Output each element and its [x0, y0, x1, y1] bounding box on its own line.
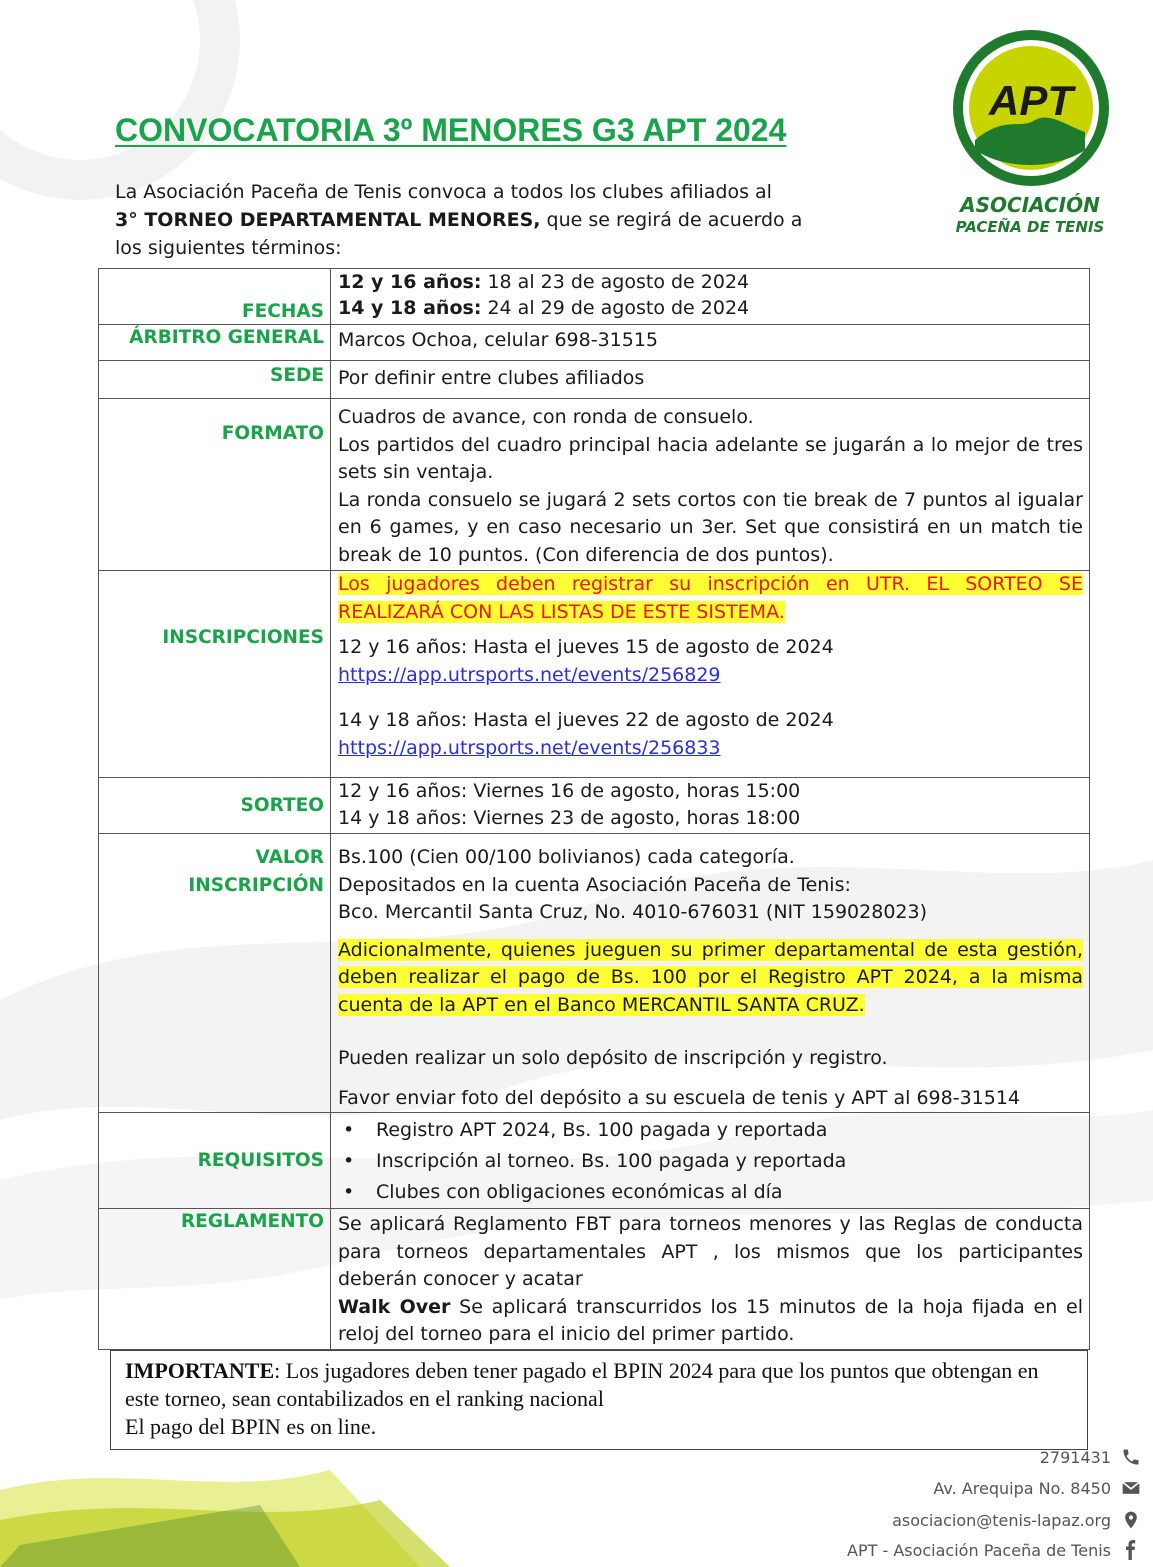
label-formato: FORMATO [99, 399, 331, 571]
utr-link-14-18[interactable]: https://app.utrsports.net/events/256833 [338, 736, 721, 759]
valor-line-5: Favor enviar foto del depósito a su escuela de tenis y APT al 698-31514 [338, 1086, 1021, 1109]
valor-highlight: Adicionalmente, quienes jueguen su primer departamental de esta gestión, deben realizar el pago de Bs. 100 por el Registro APT 2024, a la misma cuenta de la APT en el Banco MERCANTIL SANTA CRUZ. [338, 938, 1083, 1016]
label-valor: VALOR INSCRIPCIÓN [99, 834, 331, 1113]
facebook-text[interactable]: APT - Asociación Paceña de Tenis [847, 1540, 1111, 1560]
utr-warning: Los jugadores deben registrar su inscripción en UTR. EL SORTEO SE REALIZARÁ CON LAS LISTAS DE ESTE SISTEMA. [338, 573, 1083, 623]
svg-text:PACEÑA DE TENIS: PACEÑA DE TENIS [955, 218, 1105, 236]
tennis-ball-logo-icon [925, 20, 1135, 240]
contact-email [892, 1510, 1141, 1530]
value-sorteo [331, 778, 1090, 834]
label-sede: SEDE [99, 361, 331, 399]
label-reglamento: REGLAMENTO [99, 1209, 331, 1350]
valor-line-1: Bs.100 (Cien 00/100 bolivianos) cada categoría. [338, 846, 795, 868]
valor-line-4: Pueden realizar un solo depósito de inscripción y registro. [338, 1047, 888, 1069]
intro-text-2: que se regirá de acuerdo a los siguientes términos: [115, 209, 803, 259]
row-sede [99, 361, 1090, 399]
page-title: CONVOCATORIA 3º MENORES G3 APT 2024 [115, 112, 787, 148]
formato-p2: Los partidos del cuadro principal hacia adelante se jugarán a lo mejor de tres sets sin ventaja. [338, 433, 1083, 483]
row-inscripciones [99, 571, 1090, 778]
row-arbitro [99, 325, 1090, 361]
location-pin-icon [1121, 1510, 1141, 1530]
label-requisitos: REQUISITOS [99, 1113, 331, 1209]
mail-icon [1121, 1478, 1141, 1498]
row-valor [99, 834, 1090, 1113]
sorteo-line-2: 14 y 18 años: Viernes 23 de agosto, horas 18:00 [338, 807, 801, 829]
row-reglamento [99, 1209, 1090, 1350]
value-requisitos [331, 1113, 1090, 1209]
reglamento-text: Se aplicará Reglamento FBT para torneos menores y las Reglas de conducta para torneos departamentales APT , los mismos que los participantes deberán conocer y acatar [338, 1213, 1083, 1290]
value-fechas [331, 269, 1090, 325]
label-arbitro: ÁRBITRO GENERAL [99, 325, 331, 361]
intro-bold-event: 3° TORNEO DEPARTAMENTAL MENORES, [115, 209, 541, 231]
contact-facebook [847, 1540, 1141, 1560]
walk-over-text: Se aplicará transcurridos los 15 minutos de la hoja fijada en el reloj del torneo para el inicio del primer partido. [338, 1295, 1083, 1345]
value-inscripciones [331, 571, 1090, 778]
phone-icon [1121, 1447, 1141, 1467]
fechas-dates-1: 18 al 23 de agosto de 2024 [481, 271, 750, 293]
important-line-2: El pago del BPIN es on line. [125, 1414, 377, 1439]
row-requisitos [99, 1113, 1090, 1209]
sorteo-line-1: 12 y 16 años: Viernes 16 de agosto, horas 15:00 [338, 780, 801, 802]
important-notice [110, 1350, 1088, 1450]
value-reglamento [331, 1209, 1090, 1350]
phone-text: 2791431 [1039, 1447, 1111, 1467]
list-item: • Clubes con obligaciones económicas al día [343, 1181, 783, 1203]
address-text: Av. Arequipa No. 8450 [933, 1478, 1111, 1498]
walk-over-title: Walk Over [338, 1295, 451, 1318]
contact-address [933, 1478, 1141, 1498]
list-item: • Inscripción al torneo. Bs. 100 pagada y reportada [343, 1150, 847, 1172]
apt-logo [925, 20, 1135, 240]
intro-text-1: La Asociación Paceña de Tenis convoca a todos los clubes afiliados al [115, 181, 772, 203]
value-valor [331, 834, 1090, 1113]
list-item: • Registro APT 2024, Bs. 100 pagada y reportada [343, 1119, 828, 1141]
value-arbitro: Marcos Ochoa, celular 698-31515 [331, 325, 1090, 361]
label-fechas: FECHAS [99, 269, 331, 325]
terms-table [98, 268, 1090, 1350]
utr-link-12-16[interactable]: https://app.utrsports.net/events/256829 [338, 663, 721, 686]
row-sorteo [99, 778, 1090, 834]
fechas-cat-2: 14 y 18 años: [338, 297, 482, 319]
fechas-dates-2: 24 al 29 de agosto de 2024 [481, 297, 750, 319]
row-formato [99, 399, 1090, 571]
inscripcion-cat-1: 12 y 16 años: Hasta el jueves 15 de agosto de 2024 [338, 636, 834, 658]
formato-p1: Cuadros de avance, con ronda de consuelo. [338, 406, 754, 428]
formato-p3: La ronda consuelo se jugará 2 sets cortos con tie break de 7 puntos al igualar en 6 games, y en caso necesario un 3er. Set que consistirá en un match tie break de 10 puntos. (Con diferencia de dos puntos). [338, 488, 1083, 566]
valor-line-2: Depositados en la cuenta Asociación Paceña de Tenis: [338, 873, 851, 896]
row-fechas [99, 269, 1090, 325]
value-sede: Por definir entre clubes afiliados [331, 361, 1090, 399]
intro-paragraph [115, 178, 835, 262]
label-inscripciones: INSCRIPCIONES [99, 571, 331, 778]
important-label: IMPORTANTE [125, 1358, 275, 1383]
value-formato [331, 399, 1090, 571]
valor-line-3: Bco. Mercantil Santa Cruz, No. 4010-676031 (NIT 159028023) [338, 901, 927, 923]
facebook-icon [1121, 1540, 1141, 1560]
fechas-cat-1: 12 y 16 años: [338, 271, 482, 293]
important-text: : Los jugadores deben tener pagado el BPIN 2024 para que los puntos que obtengan en este torneo, sean contabilizados en el ranking nacional [125, 1358, 1039, 1411]
contact-phone [1040, 1447, 1141, 1467]
requisitos-list [338, 1115, 1083, 1208]
svg-text:ASOCIACIÓN: ASOCIACIÓN [960, 193, 1100, 217]
email-text[interactable]: asociacion@tenis-lapaz.org [892, 1510, 1111, 1530]
label-sorteo: SORTEO [99, 778, 331, 834]
inscripcion-cat-2: 14 y 18 años: Hasta el jueves 22 de agosto de 2024 [338, 709, 834, 731]
svg-text:APT: APT [989, 77, 1073, 124]
